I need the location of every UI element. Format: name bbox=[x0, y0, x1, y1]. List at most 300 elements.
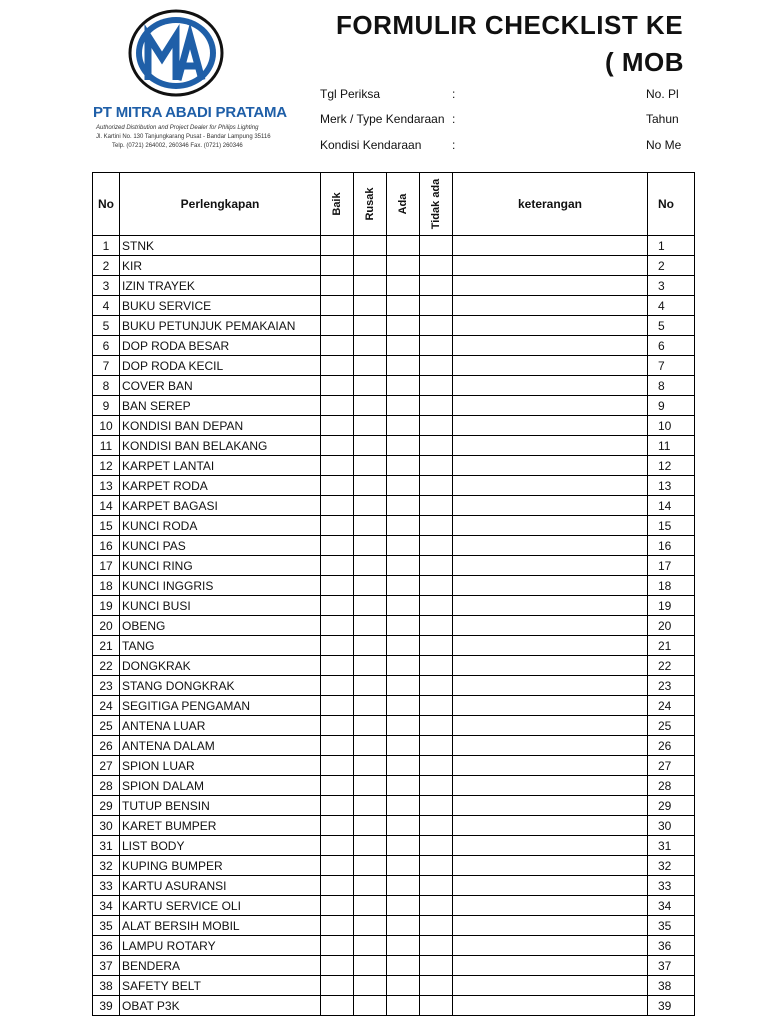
check-cell-baik[interactable] bbox=[321, 496, 354, 516]
table-row bbox=[93, 456, 695, 476]
check-cell-tidak-ada[interactable] bbox=[420, 876, 453, 896]
check-cell-baik[interactable] bbox=[321, 876, 354, 896]
check-cell-tidak-ada[interactable] bbox=[420, 476, 453, 496]
row-number-right: 36 bbox=[648, 936, 695, 956]
check-cell-ada[interactable] bbox=[387, 476, 420, 496]
row-number: 19 bbox=[93, 596, 120, 616]
check-cell-tidak-ada[interactable] bbox=[420, 996, 453, 1016]
company-logo-icon bbox=[126, 8, 226, 98]
keterangan-cell[interactable] bbox=[453, 556, 648, 576]
table-row bbox=[93, 596, 695, 616]
check-cell-tidak-ada[interactable] bbox=[420, 696, 453, 716]
keterangan-cell[interactable] bbox=[453, 456, 648, 476]
keterangan-cell[interactable] bbox=[453, 716, 648, 736]
row-number-right: 29 bbox=[648, 796, 695, 816]
check-cell-rusak[interactable] bbox=[354, 756, 387, 776]
check-cell-rusak[interactable] bbox=[354, 376, 387, 396]
check-cell-rusak[interactable] bbox=[354, 856, 387, 876]
check-cell-rusak[interactable] bbox=[354, 276, 387, 296]
row-item-name: KONDISI BAN BELAKANG bbox=[120, 436, 321, 456]
row-number: 24 bbox=[93, 696, 120, 716]
row-number-right: 11 bbox=[648, 436, 695, 456]
keterangan-cell[interactable] bbox=[453, 676, 648, 696]
row-number-right: 8 bbox=[648, 376, 695, 396]
check-cell-tidak-ada[interactable] bbox=[420, 376, 453, 396]
check-cell-tidak-ada[interactable] bbox=[420, 576, 453, 596]
keterangan-cell[interactable] bbox=[453, 856, 648, 876]
check-cell-rusak[interactable] bbox=[354, 816, 387, 836]
check-cell-ada[interactable] bbox=[387, 536, 420, 556]
row-number-right: 7 bbox=[648, 356, 695, 376]
check-cell-tidak-ada[interactable] bbox=[420, 736, 453, 756]
check-cell-ada[interactable] bbox=[387, 716, 420, 736]
keterangan-cell[interactable] bbox=[453, 536, 648, 556]
check-cell-ada[interactable] bbox=[387, 256, 420, 276]
label-tahun: Tahun bbox=[646, 112, 679, 126]
check-cell-rusak[interactable] bbox=[354, 676, 387, 696]
header-tidak-ada-label: Tidak ada bbox=[430, 178, 442, 230]
check-cell-ada[interactable] bbox=[387, 376, 420, 396]
check-cell-tidak-ada[interactable] bbox=[420, 676, 453, 696]
check-cell-baik[interactable] bbox=[321, 456, 354, 476]
check-cell-baik[interactable] bbox=[321, 596, 354, 616]
table-row bbox=[93, 236, 695, 256]
check-cell-tidak-ada[interactable] bbox=[420, 236, 453, 256]
check-cell-ada[interactable] bbox=[387, 276, 420, 296]
row-item-name: ANTENA DALAM bbox=[120, 736, 321, 756]
row-number: 6 bbox=[93, 336, 120, 356]
header-rusak-label: Rusak bbox=[364, 187, 376, 221]
keterangan-cell[interactable] bbox=[453, 476, 648, 496]
check-cell-rusak[interactable] bbox=[354, 616, 387, 636]
check-cell-rusak[interactable] bbox=[354, 916, 387, 936]
check-cell-tidak-ada[interactable] bbox=[420, 396, 453, 416]
keterangan-cell[interactable] bbox=[453, 796, 648, 816]
check-cell-tidak-ada[interactable] bbox=[420, 416, 453, 436]
check-cell-ada[interactable] bbox=[387, 636, 420, 656]
check-cell-tidak-ada[interactable] bbox=[420, 456, 453, 476]
check-cell-ada[interactable] bbox=[387, 856, 420, 876]
check-cell-ada[interactable] bbox=[387, 556, 420, 576]
check-cell-ada[interactable] bbox=[387, 576, 420, 596]
check-cell-tidak-ada[interactable] bbox=[420, 856, 453, 876]
check-cell-baik[interactable] bbox=[321, 796, 354, 816]
check-cell-tidak-ada[interactable] bbox=[420, 296, 453, 316]
check-cell-tidak-ada[interactable] bbox=[420, 956, 453, 976]
check-cell-ada[interactable] bbox=[387, 996, 420, 1016]
check-cell-rusak[interactable] bbox=[354, 836, 387, 856]
row-number-right: 30 bbox=[648, 816, 695, 836]
keterangan-cell[interactable] bbox=[453, 236, 648, 256]
form-title-line2: ( MOB bbox=[605, 47, 685, 77]
row-number-right: 34 bbox=[648, 896, 695, 916]
header-no-right: No bbox=[648, 173, 695, 236]
check-cell-ada[interactable] bbox=[387, 396, 420, 416]
check-cell-baik[interactable] bbox=[321, 676, 354, 696]
table-row bbox=[93, 576, 695, 596]
check-cell-baik[interactable] bbox=[321, 996, 354, 1016]
check-cell-rusak[interactable] bbox=[354, 256, 387, 276]
check-cell-baik[interactable] bbox=[321, 716, 354, 736]
check-cell-baik[interactable] bbox=[321, 516, 354, 536]
row-number: 15 bbox=[93, 516, 120, 536]
check-cell-ada[interactable] bbox=[387, 916, 420, 936]
table-row bbox=[93, 276, 695, 296]
row-item-name: SEGITIGA PENGAMAN bbox=[120, 696, 321, 716]
keterangan-cell[interactable] bbox=[453, 876, 648, 896]
row-item-name: KARTU ASURANSI bbox=[120, 876, 321, 896]
check-cell-ada[interactable] bbox=[387, 416, 420, 436]
table-header-row bbox=[93, 173, 695, 236]
check-cell-tidak-ada[interactable] bbox=[420, 276, 453, 296]
check-cell-ada[interactable] bbox=[387, 436, 420, 456]
row-item-name: KUPING BUMPER bbox=[120, 856, 321, 876]
row-item-name: LAMPU ROTARY bbox=[120, 936, 321, 956]
check-cell-tidak-ada[interactable] bbox=[420, 616, 453, 636]
keterangan-cell[interactable] bbox=[453, 516, 648, 536]
check-cell-rusak[interactable] bbox=[354, 336, 387, 356]
keterangan-cell[interactable] bbox=[453, 276, 648, 296]
row-number: 2 bbox=[93, 256, 120, 276]
check-cell-rusak[interactable] bbox=[354, 556, 387, 576]
check-cell-rusak[interactable] bbox=[354, 356, 387, 376]
check-cell-tidak-ada[interactable] bbox=[420, 316, 453, 336]
row-item-name: OBENG bbox=[120, 616, 321, 636]
row-item-name: KARPET RODA bbox=[120, 476, 321, 496]
row-number: 20 bbox=[93, 616, 120, 636]
check-cell-baik[interactable] bbox=[321, 416, 354, 436]
keterangan-cell[interactable] bbox=[453, 256, 648, 276]
keterangan-cell[interactable] bbox=[453, 836, 648, 856]
row-number: 5 bbox=[93, 316, 120, 336]
row-item-name: KARPET LANTAI bbox=[120, 456, 321, 476]
check-cell-rusak[interactable] bbox=[354, 576, 387, 596]
check-cell-tidak-ada[interactable] bbox=[420, 596, 453, 616]
colon-merk-type: : bbox=[452, 112, 456, 126]
check-cell-rusak[interactable] bbox=[354, 596, 387, 616]
check-cell-rusak[interactable] bbox=[354, 736, 387, 756]
keterangan-cell[interactable] bbox=[453, 736, 648, 756]
row-number-right: 2 bbox=[648, 256, 695, 276]
check-cell-baik[interactable] bbox=[321, 976, 354, 996]
check-cell-tidak-ada[interactable] bbox=[420, 656, 453, 676]
check-cell-baik[interactable] bbox=[321, 576, 354, 596]
check-cell-baik[interactable] bbox=[321, 736, 354, 756]
check-cell-tidak-ada[interactable] bbox=[420, 556, 453, 576]
table-row bbox=[93, 756, 695, 776]
row-number: 22 bbox=[93, 656, 120, 676]
check-cell-baik[interactable] bbox=[321, 336, 354, 356]
company-name: PT MITRA ABADI PRATAMA bbox=[93, 104, 287, 121]
row-item-name: ALAT BERSIH MOBIL bbox=[120, 916, 321, 936]
check-cell-baik[interactable] bbox=[321, 476, 354, 496]
keterangan-cell[interactable] bbox=[453, 576, 648, 596]
check-cell-baik[interactable] bbox=[321, 376, 354, 396]
check-cell-ada[interactable] bbox=[387, 316, 420, 336]
row-number-right: 17 bbox=[648, 556, 695, 576]
check-cell-ada[interactable] bbox=[387, 756, 420, 776]
keterangan-cell[interactable] bbox=[453, 296, 648, 316]
row-item-name: DOP RODA BESAR bbox=[120, 336, 321, 356]
check-cell-baik[interactable] bbox=[321, 536, 354, 556]
row-item-name: DONGKRAK bbox=[120, 656, 321, 676]
check-cell-ada[interactable] bbox=[387, 516, 420, 536]
check-cell-rusak[interactable] bbox=[354, 996, 387, 1016]
check-cell-tidak-ada[interactable] bbox=[420, 976, 453, 996]
checklist-table bbox=[92, 172, 695, 1016]
keterangan-cell[interactable] bbox=[453, 356, 648, 376]
check-cell-tidak-ada[interactable] bbox=[420, 436, 453, 456]
check-cell-baik[interactable] bbox=[321, 956, 354, 976]
check-cell-rusak[interactable] bbox=[354, 656, 387, 676]
row-number: 23 bbox=[93, 676, 120, 696]
check-cell-ada[interactable] bbox=[387, 496, 420, 516]
check-cell-tidak-ada[interactable] bbox=[420, 256, 453, 276]
check-cell-rusak[interactable] bbox=[354, 776, 387, 796]
row-number-right: 20 bbox=[648, 616, 695, 636]
row-number-right: 21 bbox=[648, 636, 695, 656]
check-cell-ada[interactable] bbox=[387, 736, 420, 756]
check-cell-rusak[interactable] bbox=[354, 636, 387, 656]
row-number-right: 38 bbox=[648, 976, 695, 996]
check-cell-tidak-ada[interactable] bbox=[420, 836, 453, 856]
table-row bbox=[93, 496, 695, 516]
check-cell-baik[interactable] bbox=[321, 656, 354, 676]
check-cell-baik[interactable] bbox=[321, 936, 354, 956]
row-number: 26 bbox=[93, 736, 120, 756]
check-cell-ada[interactable] bbox=[387, 836, 420, 856]
row-number-right: 4 bbox=[648, 296, 695, 316]
keterangan-cell[interactable] bbox=[453, 916, 648, 936]
row-number-right: 3 bbox=[648, 276, 695, 296]
row-item-name: KUNCI PAS bbox=[120, 536, 321, 556]
check-cell-tidak-ada[interactable] bbox=[420, 496, 453, 516]
keterangan-cell[interactable] bbox=[453, 376, 648, 396]
check-cell-ada[interactable] bbox=[387, 236, 420, 256]
check-cell-tidak-ada[interactable] bbox=[420, 516, 453, 536]
check-cell-ada[interactable] bbox=[387, 616, 420, 636]
check-cell-tidak-ada[interactable] bbox=[420, 636, 453, 656]
row-item-name: KUNCI INGGRIS bbox=[120, 576, 321, 596]
check-cell-tidak-ada[interactable] bbox=[420, 536, 453, 556]
check-cell-ada[interactable] bbox=[387, 976, 420, 996]
keterangan-cell[interactable] bbox=[453, 636, 648, 656]
row-number: 3 bbox=[93, 276, 120, 296]
check-cell-tidak-ada[interactable] bbox=[420, 356, 453, 376]
check-cell-ada[interactable] bbox=[387, 796, 420, 816]
check-cell-rusak[interactable] bbox=[354, 876, 387, 896]
row-number: 37 bbox=[93, 956, 120, 976]
check-cell-baik[interactable] bbox=[321, 296, 354, 316]
row-number: 13 bbox=[93, 476, 120, 496]
check-cell-baik[interactable] bbox=[321, 856, 354, 876]
row-item-name: KUNCI BUSI bbox=[120, 596, 321, 616]
check-cell-ada[interactable] bbox=[387, 696, 420, 716]
row-item-name: BENDERA bbox=[120, 956, 321, 976]
row-number-right: 9 bbox=[648, 396, 695, 416]
row-item-name: KARET BUMPER bbox=[120, 816, 321, 836]
row-number-right: 31 bbox=[648, 836, 695, 856]
row-number: 34 bbox=[93, 896, 120, 916]
row-number-right: 23 bbox=[648, 676, 695, 696]
keterangan-cell[interactable] bbox=[453, 936, 648, 956]
row-number: 35 bbox=[93, 916, 120, 936]
keterangan-cell[interactable] bbox=[453, 416, 648, 436]
row-number: 12 bbox=[93, 456, 120, 476]
check-cell-tidak-ada[interactable] bbox=[420, 936, 453, 956]
row-item-name: BUKU SERVICE bbox=[120, 296, 321, 316]
keterangan-cell[interactable] bbox=[453, 976, 648, 996]
header-no: No bbox=[93, 173, 120, 236]
check-cell-ada[interactable] bbox=[387, 296, 420, 316]
check-cell-ada[interactable] bbox=[387, 356, 420, 376]
check-cell-baik[interactable] bbox=[321, 396, 354, 416]
row-number: 9 bbox=[93, 396, 120, 416]
company-address: Jl. Kartini No. 130 Tanjungkarang Pusat - Bandar Lampung 35116 bbox=[96, 134, 271, 140]
check-cell-baik[interactable] bbox=[321, 696, 354, 716]
check-cell-rusak[interactable] bbox=[354, 536, 387, 556]
check-cell-baik[interactable] bbox=[321, 316, 354, 336]
check-cell-rusak[interactable] bbox=[354, 716, 387, 736]
check-cell-baik[interactable] bbox=[321, 556, 354, 576]
check-cell-baik[interactable] bbox=[321, 756, 354, 776]
keterangan-cell[interactable] bbox=[453, 316, 648, 336]
check-cell-ada[interactable] bbox=[387, 816, 420, 836]
keterangan-cell[interactable] bbox=[453, 776, 648, 796]
keterangan-cell[interactable] bbox=[453, 816, 648, 836]
row-number: 21 bbox=[93, 636, 120, 656]
check-cell-baik[interactable] bbox=[321, 256, 354, 276]
table-row bbox=[93, 296, 695, 316]
row-item-name: KARTU SERVICE OLI bbox=[120, 896, 321, 916]
company-phone: Telp. (0721) 264002, 260346 Fax. (0721) 260346 bbox=[112, 143, 243, 149]
row-number-right: 24 bbox=[648, 696, 695, 716]
keterangan-cell[interactable] bbox=[453, 896, 648, 916]
check-cell-tidak-ada[interactable] bbox=[420, 716, 453, 736]
row-number-right: 6 bbox=[648, 336, 695, 356]
checklist-body bbox=[93, 236, 695, 1016]
row-number: 31 bbox=[93, 836, 120, 856]
keterangan-cell[interactable] bbox=[453, 756, 648, 776]
table-row bbox=[93, 376, 695, 396]
row-number-right: 14 bbox=[648, 496, 695, 516]
check-cell-rusak[interactable] bbox=[354, 436, 387, 456]
keterangan-cell[interactable] bbox=[453, 996, 648, 1016]
check-cell-baik[interactable] bbox=[321, 896, 354, 916]
check-cell-tidak-ada[interactable] bbox=[420, 776, 453, 796]
check-cell-rusak[interactable] bbox=[354, 396, 387, 416]
check-cell-ada[interactable] bbox=[387, 876, 420, 896]
row-item-name: IZIN TRAYEK bbox=[120, 276, 321, 296]
check-cell-rusak[interactable] bbox=[354, 496, 387, 516]
check-cell-tidak-ada[interactable] bbox=[420, 796, 453, 816]
keterangan-cell[interactable] bbox=[453, 956, 648, 976]
check-cell-baik[interactable] bbox=[321, 836, 354, 856]
row-number-right: 15 bbox=[648, 516, 695, 536]
check-cell-rusak[interactable] bbox=[354, 696, 387, 716]
header-ada-label: Ada bbox=[397, 193, 409, 215]
header-keterangan: keterangan bbox=[453, 173, 648, 236]
check-cell-rusak[interactable] bbox=[354, 476, 387, 496]
table-row bbox=[93, 996, 695, 1016]
check-cell-ada[interactable] bbox=[387, 896, 420, 916]
header-perlengkapan: Perlengkapan bbox=[120, 173, 321, 236]
row-item-name: BUKU PETUNJUK PEMAKAIAN bbox=[120, 316, 321, 336]
label-kondisi: Kondisi Kendaraan bbox=[320, 138, 422, 152]
check-cell-rusak[interactable] bbox=[354, 456, 387, 476]
check-cell-baik[interactable] bbox=[321, 636, 354, 656]
row-item-name: BAN SEREP bbox=[120, 396, 321, 416]
row-item-name: COVER BAN bbox=[120, 376, 321, 396]
keterangan-cell[interactable] bbox=[453, 336, 648, 356]
check-cell-rusak[interactable] bbox=[354, 796, 387, 816]
check-cell-baik[interactable] bbox=[321, 816, 354, 836]
row-number-right: 22 bbox=[648, 656, 695, 676]
check-cell-ada[interactable] bbox=[387, 336, 420, 356]
keterangan-cell[interactable] bbox=[453, 496, 648, 516]
check-cell-ada[interactable] bbox=[387, 676, 420, 696]
check-cell-tidak-ada[interactable] bbox=[420, 336, 453, 356]
check-cell-ada[interactable] bbox=[387, 956, 420, 976]
check-cell-rusak[interactable] bbox=[354, 316, 387, 336]
table-row bbox=[93, 856, 695, 876]
check-cell-baik[interactable] bbox=[321, 276, 354, 296]
check-cell-baik[interactable] bbox=[321, 916, 354, 936]
row-number-right: 32 bbox=[648, 856, 695, 876]
keterangan-cell[interactable] bbox=[453, 596, 648, 616]
check-cell-tidak-ada[interactable] bbox=[420, 916, 453, 936]
row-item-name: SPION DALAM bbox=[120, 776, 321, 796]
check-cell-ada[interactable] bbox=[387, 656, 420, 676]
row-item-name: TUTUP BENSIN bbox=[120, 796, 321, 816]
check-cell-rusak[interactable] bbox=[354, 936, 387, 956]
check-cell-baik[interactable] bbox=[321, 776, 354, 796]
table-row bbox=[93, 716, 695, 736]
keterangan-cell[interactable] bbox=[453, 436, 648, 456]
check-cell-ada[interactable] bbox=[387, 936, 420, 956]
check-cell-ada[interactable] bbox=[387, 456, 420, 476]
check-cell-baik[interactable] bbox=[321, 236, 354, 256]
keterangan-cell[interactable] bbox=[453, 696, 648, 716]
check-cell-rusak[interactable] bbox=[354, 516, 387, 536]
table-row bbox=[93, 476, 695, 496]
row-number: 14 bbox=[93, 496, 120, 516]
check-cell-rusak[interactable] bbox=[354, 416, 387, 436]
row-number-right: 13 bbox=[648, 476, 695, 496]
check-cell-tidak-ada[interactable] bbox=[420, 896, 453, 916]
check-cell-baik[interactable] bbox=[321, 356, 354, 376]
keterangan-cell[interactable] bbox=[453, 616, 648, 636]
row-number-right: 28 bbox=[648, 776, 695, 796]
check-cell-rusak[interactable] bbox=[354, 296, 387, 316]
keterangan-cell[interactable] bbox=[453, 656, 648, 676]
check-cell-rusak[interactable] bbox=[354, 896, 387, 916]
table-row bbox=[93, 796, 695, 816]
check-cell-ada[interactable] bbox=[387, 596, 420, 616]
check-cell-tidak-ada[interactable] bbox=[420, 756, 453, 776]
check-cell-rusak[interactable] bbox=[354, 236, 387, 256]
keterangan-cell[interactable] bbox=[453, 396, 648, 416]
check-cell-ada[interactable] bbox=[387, 776, 420, 796]
label-no-pol: No. Pl bbox=[646, 87, 679, 101]
table-row bbox=[93, 896, 695, 916]
check-cell-rusak[interactable] bbox=[354, 956, 387, 976]
check-cell-rusak[interactable] bbox=[354, 976, 387, 996]
table-row bbox=[93, 336, 695, 356]
check-cell-baik[interactable] bbox=[321, 616, 354, 636]
check-cell-tidak-ada[interactable] bbox=[420, 816, 453, 836]
check-cell-baik[interactable] bbox=[321, 436, 354, 456]
